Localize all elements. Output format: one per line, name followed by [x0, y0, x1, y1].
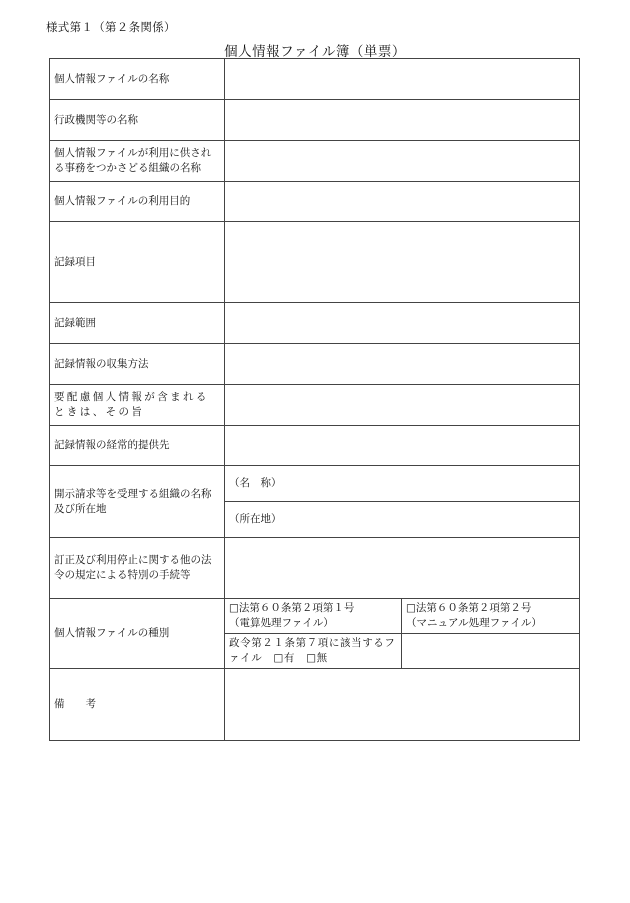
correction-procedures-label: 訂正及び利用停止に関する他の法令の規定による特別の手続等: [50, 538, 225, 599]
table-row: [50, 141, 580, 182]
disclosure-address-label: （所在地）: [229, 513, 282, 525]
personal-info-file-register-table: [49, 58, 580, 741]
sensitive-info-label: 要配慮個人情報が含まれるときは、その旨: [50, 385, 225, 426]
disclosure-name-label: （名 称）: [229, 477, 282, 489]
agency-name-field[interactable]: [225, 100, 580, 141]
type-electronic-line1: □法第６０条第２項第１号: [229, 602, 355, 614]
ordinance-applicability[interactable]: 政令第２１条第７項に該当するファイル □有 □無: [225, 634, 402, 669]
remarks-label: 備 考: [50, 669, 225, 741]
regular-recipients-label: 記録情報の経常的提供先: [50, 426, 225, 466]
ordinance-blank-cell: [402, 634, 580, 669]
collection-method-field[interactable]: [225, 344, 580, 385]
correction-procedures-field[interactable]: [225, 538, 580, 599]
file-name-field[interactable]: [225, 59, 580, 100]
file-type-label: 個人情報ファイルの種別: [50, 599, 225, 669]
table-row: [50, 182, 580, 222]
agency-name-label: 行政機関等の名称: [50, 100, 225, 141]
table-row: [50, 303, 580, 344]
disclosure-org-label: 開示請求等を受理する組織の名称及び所在地: [50, 466, 225, 538]
regular-recipients-field[interactable]: [225, 426, 580, 466]
type-electronic-line2: （電算処理ファイル）: [229, 617, 334, 629]
disclosure-address-field[interactable]: [225, 502, 580, 538]
type-manual-line2: （マニュアル処理ファイル）: [406, 617, 542, 629]
table-row: [50, 100, 580, 141]
table-row: [50, 669, 580, 741]
type-electronic-option[interactable]: [225, 599, 402, 634]
sensitive-info-field[interactable]: [225, 385, 580, 426]
table-row: [50, 385, 580, 426]
collection-method-label: 記録情報の収集方法: [50, 344, 225, 385]
document-title: 個人情報ファイル簿（単票）: [224, 44, 406, 60]
table-row: [50, 466, 580, 502]
disclosure-name-field[interactable]: [225, 466, 580, 502]
purpose-label: 個人情報ファイルの利用目的: [50, 182, 225, 222]
file-name-label: 個人情報ファイルの名称: [50, 59, 225, 100]
form-number-label: 様式第１（第２条関係）: [46, 20, 176, 34]
record-items-field[interactable]: [225, 222, 580, 303]
organization-name-field[interactable]: [225, 141, 580, 182]
record-items-label: 記録項目: [50, 222, 225, 303]
remarks-field[interactable]: [225, 669, 580, 741]
purpose-field[interactable]: [225, 182, 580, 222]
type-manual-option[interactable]: [402, 599, 580, 634]
table-row: [50, 59, 580, 100]
table-row: [50, 222, 580, 303]
record-scope-label: 記録範囲: [50, 303, 225, 344]
table-row: [50, 344, 580, 385]
table-row: [50, 538, 580, 599]
record-scope-field[interactable]: [225, 303, 580, 344]
organization-name-label: 個人情報ファイルが利用に供される事務をつかさどる組織の名称: [50, 141, 225, 182]
type-manual-line1: □法第６０条第２項第２号: [406, 602, 532, 614]
table-row: [50, 426, 580, 466]
table-row: [50, 599, 580, 634]
